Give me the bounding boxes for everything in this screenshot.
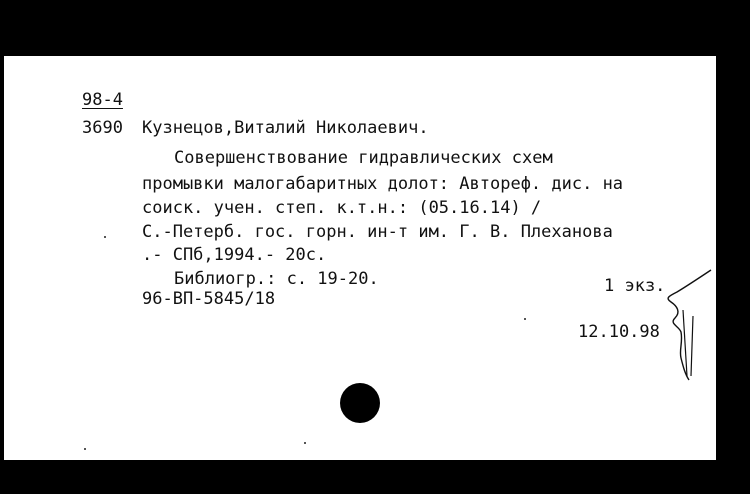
ink-speck xyxy=(104,236,106,238)
shelf-mark: 98-4 xyxy=(82,90,123,110)
date-stamp: 12.10.98 xyxy=(578,322,660,342)
ink-speck xyxy=(304,442,306,444)
ink-speck xyxy=(84,448,86,450)
handwritten-signature xyxy=(659,266,715,386)
title-line-3: соиск. учен. степ. к.т.н.: (05.16.14) / xyxy=(142,198,542,218)
punch-hole xyxy=(340,383,380,423)
title-line-1: Совершенствование гидравлических схем xyxy=(174,148,553,168)
title-line-4: С.-Петерб. гос. горн. ин-т им. Г. В. Плеханова xyxy=(142,222,613,242)
copies-count: 1 экз. xyxy=(604,276,666,296)
ink-speck xyxy=(524,318,526,320)
bibliography-note: Библиогр.: с. 19-20. xyxy=(174,269,379,289)
author-heading: Кузнецов,Виталий Николаевич. xyxy=(142,118,429,138)
title-line-5: .- СПб,1994.- 20с. xyxy=(142,245,327,265)
card-number: 3690 xyxy=(82,118,123,138)
registration-number: 96-ВП-5845/18 xyxy=(142,289,276,309)
title-line-2: промывки малогабаритных долот: Автореф. дис. на xyxy=(142,174,624,194)
catalog-card xyxy=(4,56,716,460)
